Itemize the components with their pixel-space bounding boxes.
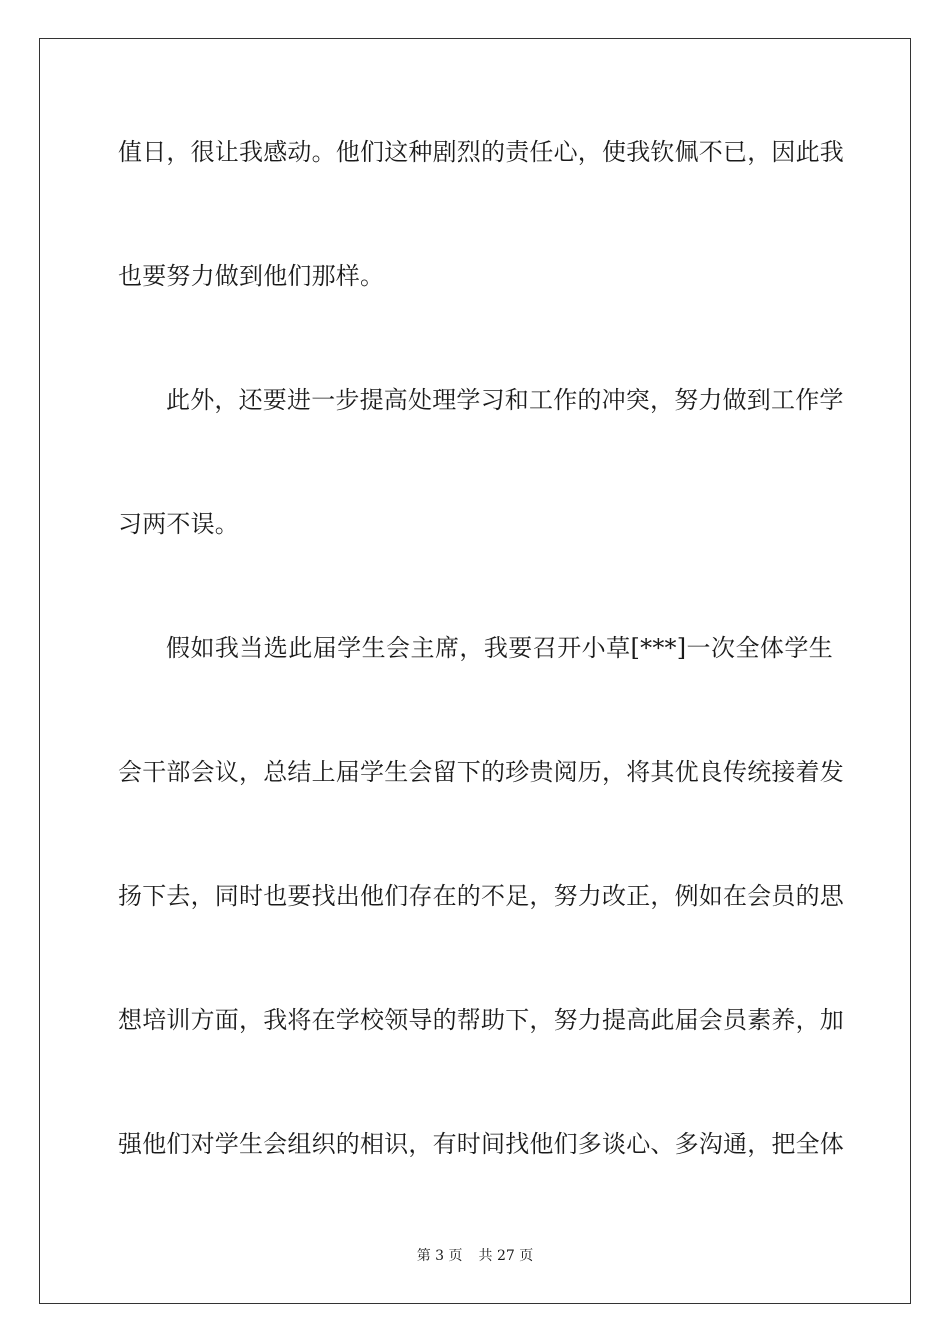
paragraph-line-1: 值日，很让我感动。他们这种剧烈的责任心，使我钦佩不已，因此我	[118, 138, 844, 166]
paragraph-line-5: 假如我当选此届学生会主席，我要召开小草[***]一次全体学生	[166, 634, 833, 662]
page-footer	[0, 1247, 950, 1265]
paragraph-line-4: 习两不误。	[118, 510, 239, 538]
paragraph-line-3: 此外，还要进一步提高处理学习和工作的冲突，努力做到工作学	[166, 386, 844, 414]
page-number: 第 3 页	[416, 1248, 463, 1264]
paragraph-line-8: 想培训方面，我将在学校领导的帮助下，努力提高此届会员素养，加	[118, 1006, 844, 1034]
page-total: 共 27 页	[478, 1248, 534, 1264]
paragraph-line-6: 会干部会议，总结上届学生会留下的珍贵阅历，将其优良传统接着发	[118, 758, 844, 786]
page-border	[39, 38, 911, 1304]
paragraph-line-7: 扬下去，同时也要找出他们存在的不足，努力改正，例如在会员的思	[118, 882, 844, 910]
paragraph-line-9: 强他们对学生会组织的相识，有时间找他们多谈心、多沟通，把全体	[118, 1130, 844, 1158]
paragraph-line-2: 也要努力做到他们那样。	[118, 262, 385, 290]
